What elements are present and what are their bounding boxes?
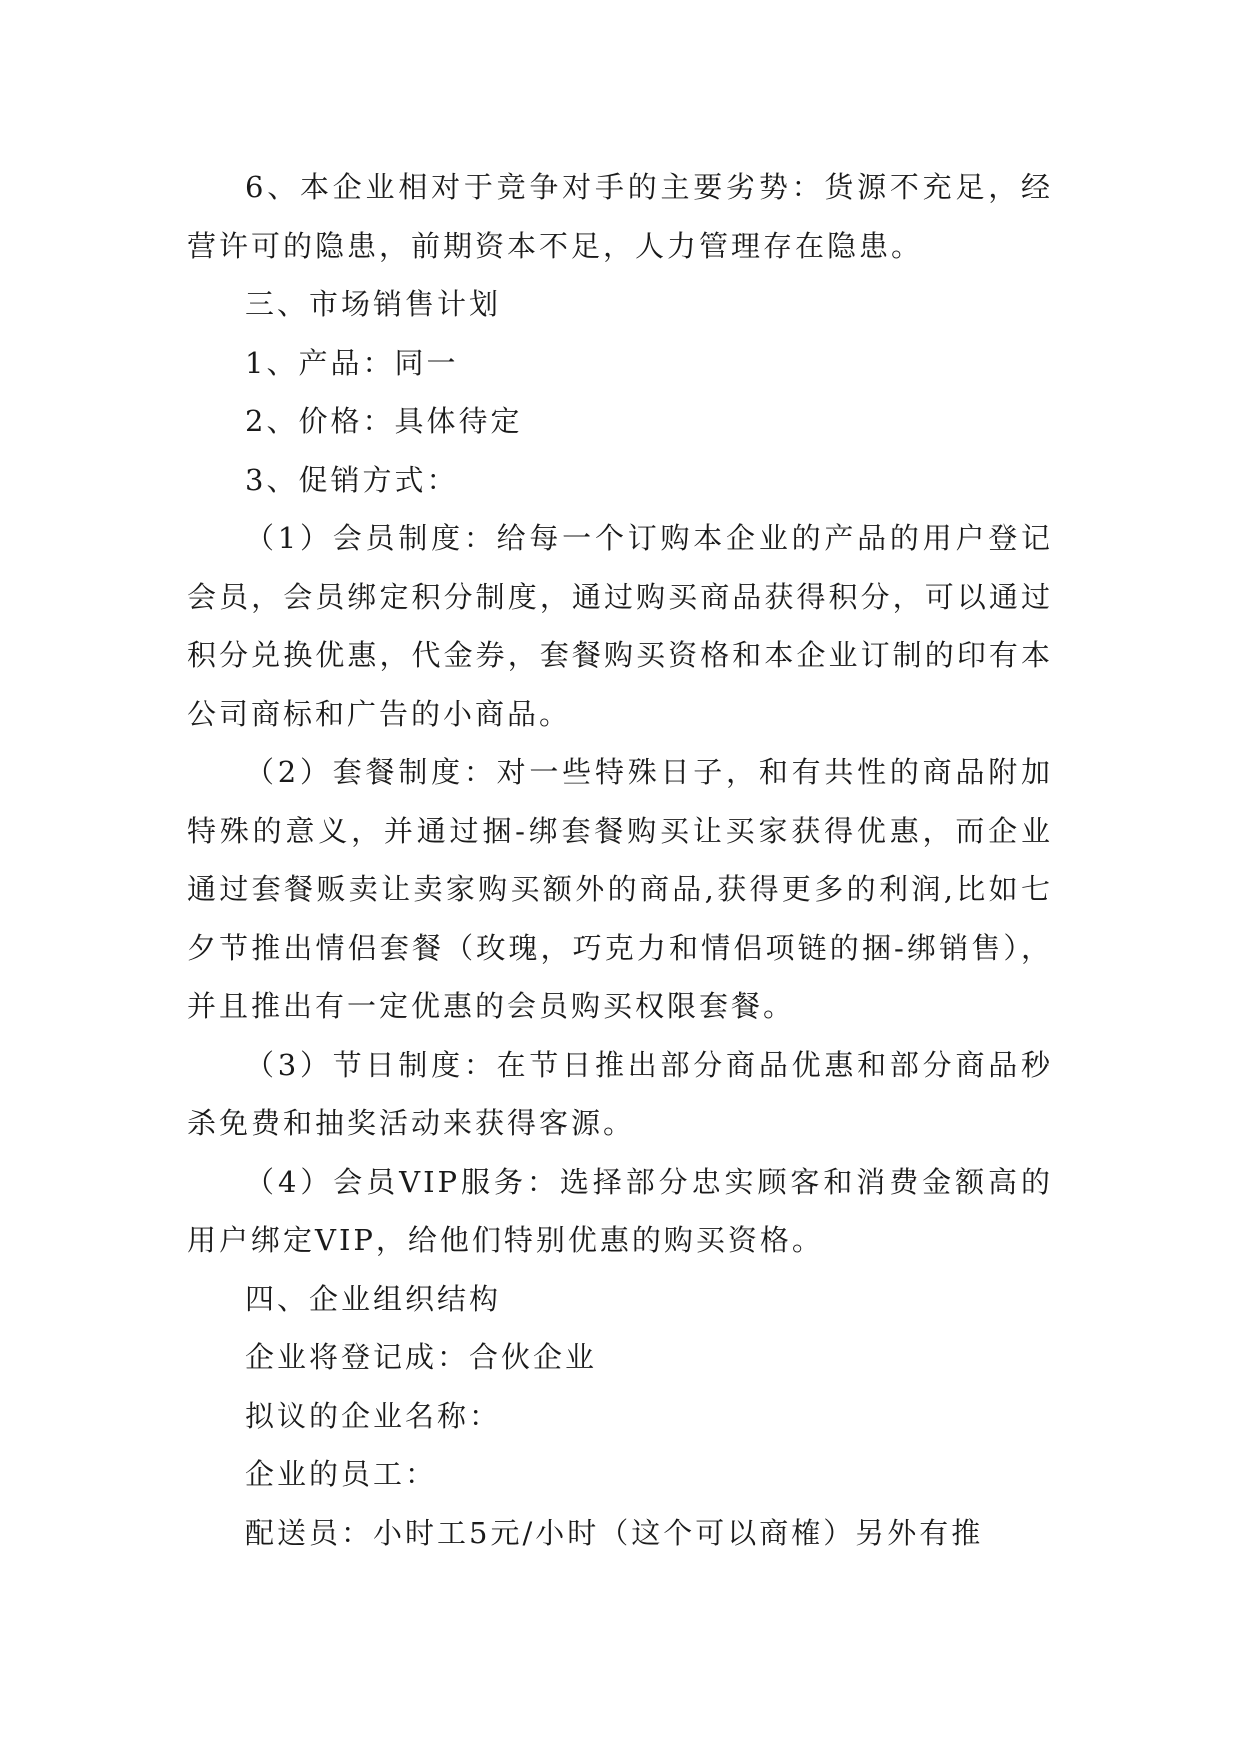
paragraph-registration-type: 企业将登记成：合伙企业 bbox=[245, 1340, 598, 1374]
paragraph-vip-service: （4）会员VIP服务：选择部分忠实顾客和消费金额高的用户绑定VIP，给他们特别优惠的购买资格。 bbox=[187, 1164, 1053, 1257]
paragraph-holiday-system: （3）节日制度：在节日推出部分商品优惠和部分商品秒杀免费和抽奖活动来获得客源。 bbox=[187, 1047, 1053, 1140]
paragraph-package-system: （2）套餐制度：对一些特殊日子，和有共性的商品附加特殊的意义，并通过捆-绑套餐购买让买家获得优惠，而企业通过套餐贩卖让卖家购买额外的商品,获得更多的利润,比如七夕节推出情侣套餐（玫瑰，巧克力和情侣项链的捆-绑销售），并且推出有一定优惠的会员购买权限套餐。 bbox=[187, 755, 1053, 1023]
paragraph-employees: 企业的员工： bbox=[245, 1457, 438, 1491]
paragraph-competitive-disadvantages: 6、本企业相对于竞争对手的主要劣势：货源不充足，经营许可的隐患，前期资本不足，人力管理存在隐患。 bbox=[187, 170, 1053, 263]
paragraph-proposed-name: 拟议的企业名称： bbox=[245, 1398, 502, 1433]
document-body bbox=[187, 158, 1053, 1562]
paragraph-product: 1、产品：同一 bbox=[245, 345, 459, 380]
paragraph-price: 2、价格：具体待定 bbox=[245, 404, 523, 438]
section-heading-organization: 四、企业组织结构 bbox=[245, 1281, 502, 1316]
paragraph-promotion-methods: 3、促销方式： bbox=[245, 462, 459, 497]
section-heading-marketing-plan: 三、市场销售计划 bbox=[245, 287, 502, 321]
paragraph-membership-system: （1）会员制度：给每一个订购本企业的产品的用户登记会员，会员绑定积分制度，通过购买商品获得积分，可以通过积分兑换优惠，代金券，套餐购买资格和本企业订制的印有本公司商标和广告的小商品。 bbox=[187, 521, 1053, 731]
paragraph-delivery-staff: 配送员：小时工5元/小时（这个可以商榷）另外有推 bbox=[245, 1515, 984, 1550]
